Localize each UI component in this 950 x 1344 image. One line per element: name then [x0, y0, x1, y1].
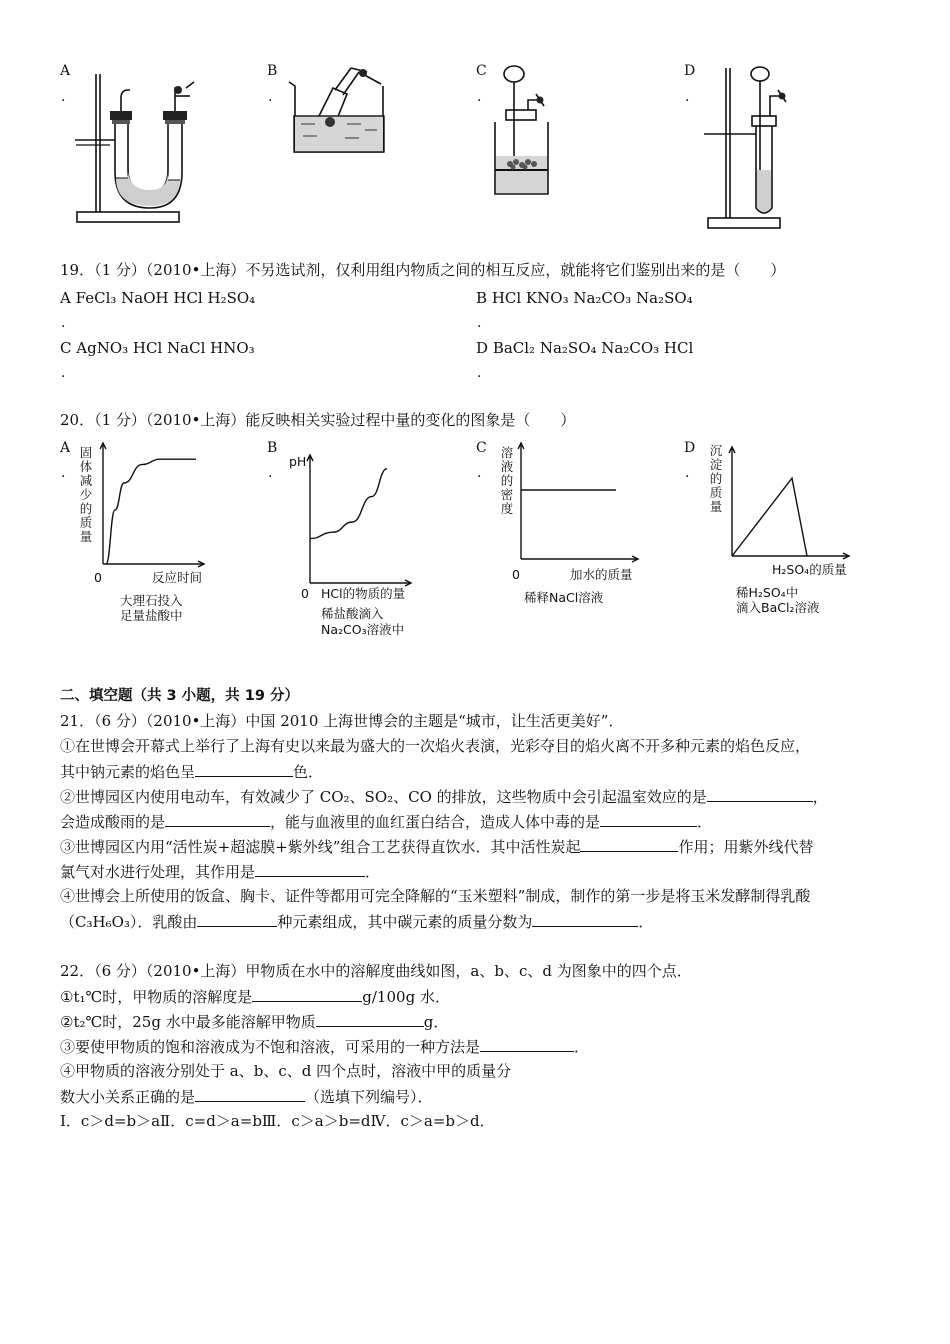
option-letter: A — [60, 63, 71, 79]
part-3-line-1 — [60, 837, 814, 856]
option-text: HCl KNO₃ Na₂CO₃ Na₂SO₄ — [491, 289, 693, 307]
question-stem: 22．（6 分）（2010•上海）甲物质在水中的溶解度曲线如图，a、b、c、d 为图象中的四个点． — [60, 962, 692, 980]
text: ． — [574, 1038, 590, 1056]
text: 色． — [293, 763, 324, 781]
caption-line-2: 滴入BaCl₂溶液 — [736, 600, 820, 615]
part-1 — [60, 987, 450, 1006]
answer-blank[interactable] — [195, 1087, 305, 1102]
origin-label: 0 — [301, 586, 309, 601]
text: ①t₁℃时，甲物质的溶解度是 — [60, 988, 253, 1006]
answer-blank[interactable] — [195, 762, 293, 777]
option-letter: D — [684, 63, 696, 79]
option-letter: A — [60, 289, 71, 307]
option-letter: C — [476, 63, 487, 79]
part-1-line-1: ①在世博会开幕式上举行了上海有史以来最为盛大的一次焰火表演，光彩夺目的焰火离不开多种元素的焰色反应， — [60, 737, 811, 755]
option-text: BaCl₂ Na₂SO₄ Na₂CO₃ HCl — [492, 339, 694, 357]
section-title: 二、填空题（共 3 小题，共 19 分） — [60, 688, 299, 704]
part-4-line-2 — [60, 912, 653, 931]
text: ． — [697, 813, 713, 831]
part-4-line-2 — [60, 1087, 433, 1106]
text: ． — [365, 863, 381, 881]
answer-blank[interactable] — [255, 862, 365, 877]
option-dot: . — [685, 465, 690, 481]
question-stem: 19．（1 分）（2010•上海）不另选试剂，仅利用组内物质之间的相互反应，就能将它们鉴别出来的是（ ） — [60, 261, 786, 279]
part-2-line-1 — [60, 787, 828, 806]
answer-blank[interactable] — [580, 837, 678, 852]
option-dot: . — [61, 365, 66, 381]
text: 其中钠元素的焰色呈 — [60, 763, 196, 781]
option-dot: . — [685, 89, 690, 105]
y-axis-label: 沉淀的质量 — [709, 443, 723, 514]
part-1-line-2 — [60, 762, 323, 781]
u-tube-apparatus-figure — [70, 60, 200, 230]
x-axis-label: HCl的物质的量 — [321, 586, 406, 601]
caption-line-1: 稀盐酸滴入 — [321, 606, 384, 621]
option-dot: . — [477, 89, 482, 105]
part-2-line-2 — [60, 812, 712, 831]
text: （C₃H₆O₃）．乳酸由 — [60, 913, 198, 931]
chart-a-plot — [100, 440, 210, 570]
option-letter: B — [267, 440, 278, 456]
question-stem: 21．（6 分）（2010•上海）中国 2010 上海世博会的主题是“城市，让生活更美好”． — [60, 712, 624, 730]
option-letter: B — [267, 63, 278, 79]
text: ，能与血液里的血红蛋白结合，造成人体中毒的是 — [270, 813, 601, 831]
origin-label: 0 — [94, 570, 102, 585]
x-axis-label: 反应时间 — [152, 570, 203, 585]
x-axis-label: H₂SO₄的质量 — [772, 562, 847, 577]
option-c — [60, 339, 255, 357]
text: ②t₂℃时，25g 水中最多能溶解甲物质 — [60, 1013, 316, 1031]
option-dot: . — [268, 89, 273, 105]
series-line — [106, 459, 196, 564]
answer-blank[interactable] — [316, 1012, 424, 1027]
caption-line-1: 稀释NaCl溶液 — [524, 590, 604, 605]
option-dot: . — [477, 365, 482, 381]
option-dot: . — [61, 315, 66, 331]
series-line — [732, 478, 807, 556]
option-letter: D — [684, 440, 696, 456]
bottle-apparatus-figure — [492, 60, 562, 200]
caption-line-2: Na₂CO₃溶液中 — [321, 622, 405, 637]
text: ③世博园区内用“活性炭+超滤膜+紫外线”组合工艺获得直饮水．其中活性炭起 — [60, 838, 581, 856]
answer-blank[interactable] — [532, 912, 638, 927]
choices: Ⅰ．c＞d=b＞aⅡ．c=d＞a=bⅢ．c＞a＞b=dⅣ．c＞a=b＞d． — [60, 1112, 495, 1130]
chart-b-plot — [307, 452, 417, 588]
answer-blank[interactable] — [165, 812, 270, 827]
option-b — [476, 289, 693, 307]
answer-blank[interactable] — [600, 812, 697, 827]
y-axis-label: pH — [289, 454, 307, 469]
option-letter: D — [476, 339, 489, 357]
text: 氯气对水进行处理，其作用是 — [60, 863, 256, 881]
option-letter: A — [60, 440, 71, 456]
option-letter: C — [60, 339, 72, 357]
text: ． — [638, 913, 654, 931]
caption-line-1: 稀H₂SO₄中 — [736, 585, 799, 600]
option-dot: . — [61, 465, 66, 481]
option-a — [60, 289, 255, 307]
text: ， — [812, 788, 828, 806]
chart-c-plot — [518, 440, 643, 564]
option-d — [476, 339, 693, 357]
answer-blank[interactable] — [197, 912, 277, 927]
text: 种元素组成，其中碳元素的质量分数为 — [277, 913, 533, 931]
text: ③要使甲物质的饱和溶液成为不饱和溶液，可采用的一种方法是 — [60, 1038, 481, 1056]
chart-d-plot — [729, 444, 854, 560]
beaker-apparatus-figure — [285, 60, 395, 160]
part-4-line-1: ④世博会上所使用的饭盒、胸卡、证件等都用可完全降解的“玉米塑料”制成，制作的第一步是将玉米发酵制得乳酸 — [60, 887, 811, 905]
answer-blank[interactable] — [707, 787, 813, 802]
y-axis-label: 固体减少的质量 — [79, 445, 93, 544]
part-3 — [60, 1037, 589, 1056]
y-axis-label: 溶液的密度 — [500, 445, 514, 516]
option-letter: B — [476, 289, 488, 307]
caption-line-2: 足量盐酸中 — [120, 608, 183, 623]
origin-label: 0 — [512, 567, 520, 582]
text: 作用；用紫外线代替 — [678, 838, 814, 856]
series-line — [310, 469, 387, 539]
option-text: FeCl₃ NaOH HCl H₂SO₄ — [75, 289, 256, 307]
part-3-line-2 — [60, 862, 380, 881]
part-4-line-1: ④甲物质的溶液分别处于 a、b、c、d 四个点时，溶液中甲的质量分 — [60, 1062, 512, 1080]
text: ②世博园区内使用电动车，有效减少了 CO₂、SO₂、CO 的排放，这些物质中会引起温室效应的是 — [60, 788, 707, 806]
text: 会造成酸雨的是 — [60, 813, 166, 831]
caption-line-1: 大理石投入 — [120, 593, 183, 608]
option-dot: . — [477, 465, 482, 481]
option-dot: . — [477, 315, 482, 331]
answer-blank[interactable] — [480, 1037, 574, 1052]
part-2 — [60, 1012, 448, 1031]
answer-blank[interactable] — [252, 987, 362, 1002]
text: g/100g 水． — [362, 988, 450, 1006]
x-axis-label: 加水的质量 — [570, 567, 633, 582]
test-tube-apparatus-figure — [700, 58, 810, 233]
text: （选填下列编号）． — [305, 1088, 433, 1106]
option-dot: . — [61, 89, 66, 105]
text: 数大小关系正确的是 — [60, 1088, 196, 1106]
option-dot: . — [268, 465, 273, 481]
option-text: AgNO₃ HCl NaCl HNO₃ — [76, 339, 255, 357]
question-stem: 20．（1 分）（2010•上海）能反映相关实验过程中量的变化的图象是（ ） — [60, 411, 576, 429]
text: g． — [423, 1013, 449, 1031]
option-letter: C — [476, 440, 487, 456]
